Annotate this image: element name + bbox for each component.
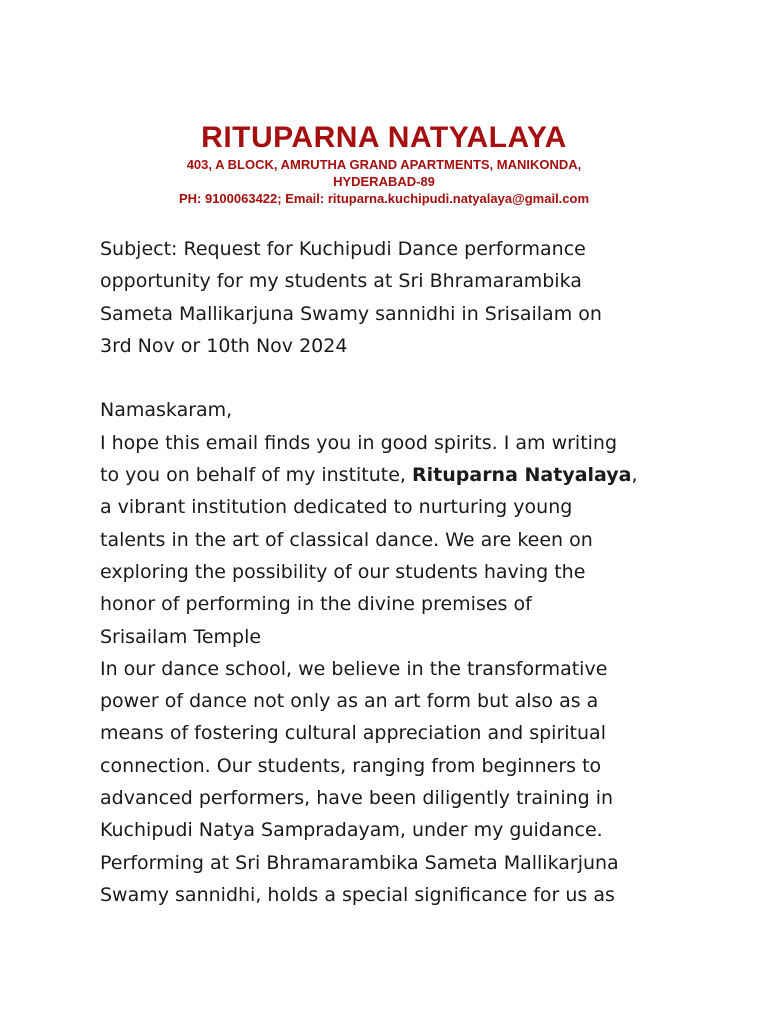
letter-body [100, 233, 700, 911]
paragraph-line: In our dance school, we believe in the transformative [100, 657, 608, 680]
contact-line: PH: 9100063422; Email: rituparna.kuchipudi.natyalaya@gmail.com [178, 191, 590, 206]
paragraph-line: I hope this email finds you in good spirits. I am writing [100, 431, 618, 454]
subject-line: Subject: Request for Kuchipudi Dance performance [100, 238, 586, 260]
paragraph-line: Kuchipudi Natya Sampradayam, under my guidance. [100, 819, 603, 842]
paragraph-line [100, 459, 700, 491]
paragraph-line: connection. Our students, ranging from beginners to [100, 754, 602, 777]
paragraph-line: Performing at Sri Bhramarambika Sameta Mallikarjuna [100, 851, 619, 874]
paragraph-line: Srisailam Temple [100, 625, 262, 648]
subject-line: 3rd Nov or 10th Nov 2024 [100, 334, 348, 357]
letterhead [0, 120, 768, 207]
paragraph-line: honor of performing in the divine premises of [100, 593, 532, 616]
text-segment: to you on behalf of my institute, [100, 464, 413, 487]
paragraph-line: power of dance not only as an art form but also as a [100, 690, 599, 713]
paragraph-line: a vibrant institution dedicated to nurturing young [100, 496, 573, 519]
institute-name-bold: Rituparna Natyalaya [412, 464, 632, 487]
paragraph-line: advanced performers, have been diligently training in [100, 787, 614, 810]
paragraph-line: exploring the possibility of our students having the [100, 560, 586, 583]
paragraph-line: means of fostering cultural appreciation and spiritual [100, 722, 606, 745]
address-line-1: 403, A BLOCK, AMRUTHA GRAND APARTMENTS, MANIKONDA, [186, 157, 582, 172]
paragraph-line: talents in the art of classical dance. We are keen on [100, 528, 593, 551]
paragraph-line: Swamy sannidhi, holds a special significance for us as [100, 883, 615, 906]
greeting: Namaskaram, [100, 399, 233, 422]
organization-name: RITUPARNA NATYALAYA [201, 121, 567, 154]
paragraph-gap [100, 362, 700, 394]
subject-line: opportunity for my students at Sri Bhramarambika [100, 270, 582, 293]
address-line-2: HYDERABAD-89 [333, 174, 435, 189]
text-segment: , [631, 464, 638, 487]
subject-line: Sameta Mallikarjuna Swamy sannidhi in Srisailam on [100, 302, 602, 325]
